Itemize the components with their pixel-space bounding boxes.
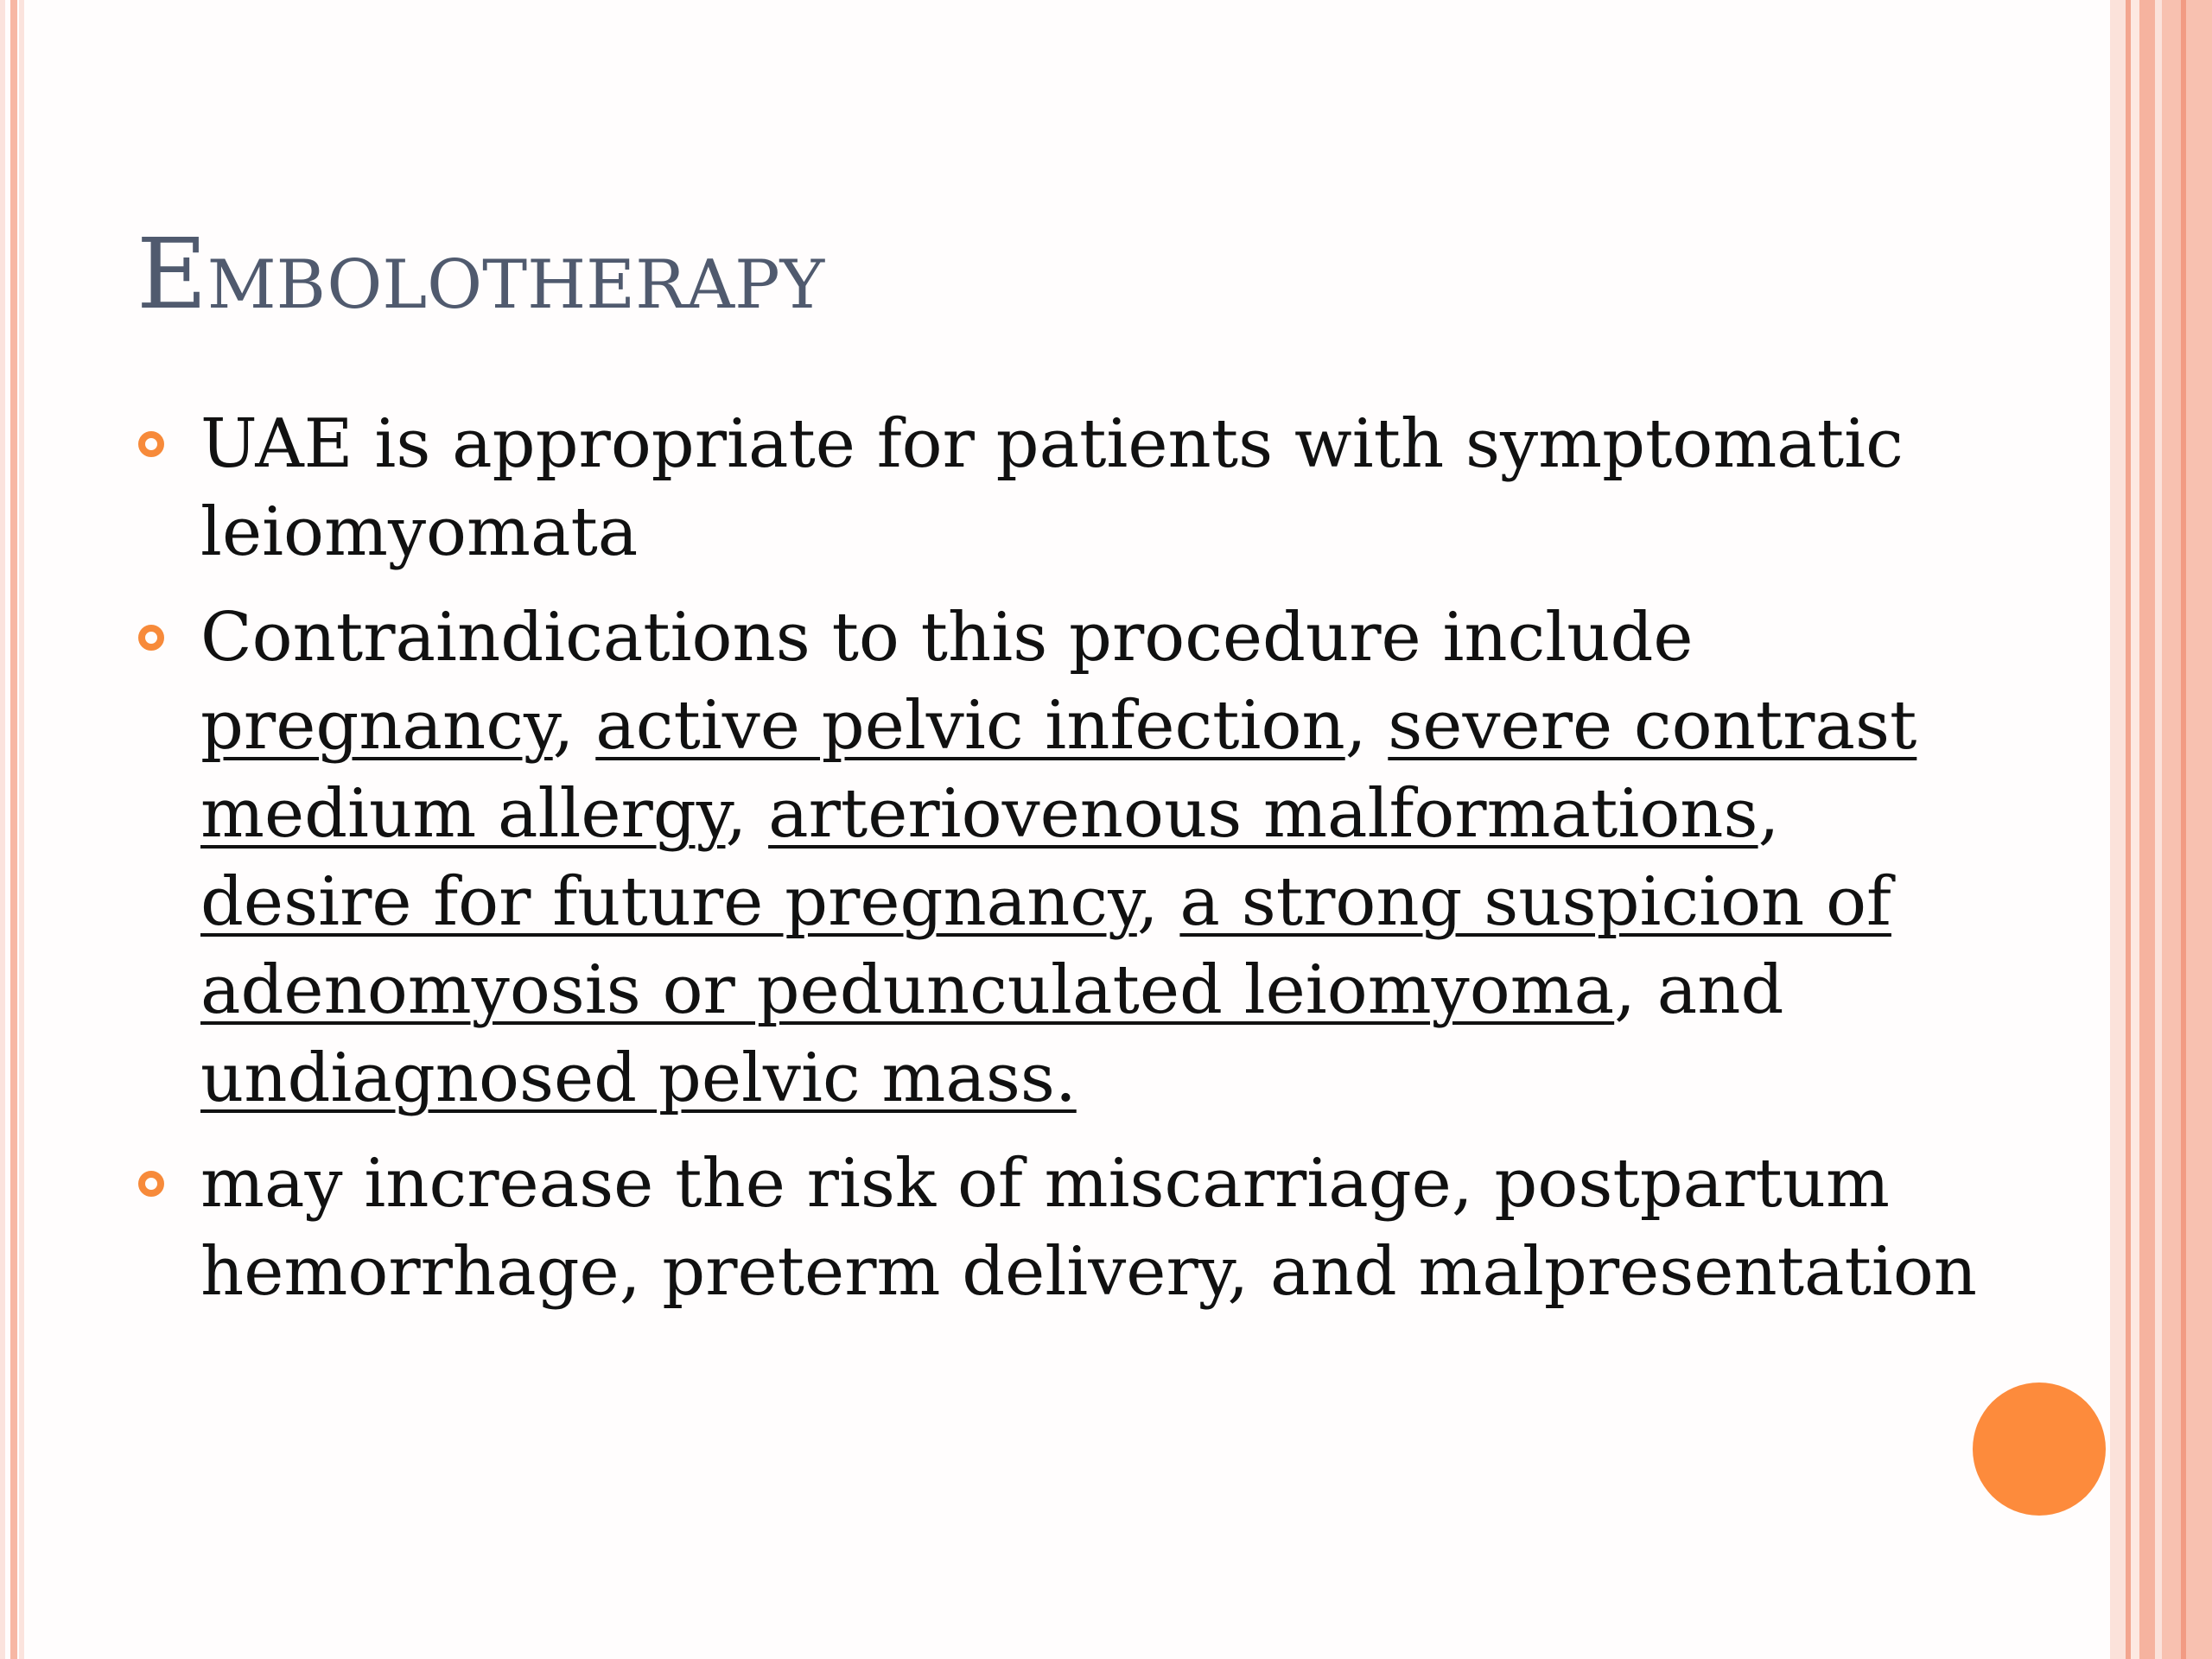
right-stripe (2162, 0, 2212, 1659)
contraindication-pregnancy: pregnancy (200, 687, 553, 765)
bullet-item (138, 400, 1996, 576)
contraindication-avm: arteriovenous malformations (768, 775, 1758, 853)
ring-bullet-icon (138, 625, 164, 651)
ring-bullet-icon (138, 431, 164, 457)
bullet-item (138, 594, 1996, 1122)
separator: , (725, 775, 747, 853)
left-stripe (0, 0, 5, 1659)
bullet-item (138, 1140, 1996, 1316)
separator: , (552, 687, 575, 765)
right-stripe (2139, 0, 2155, 1659)
right-stripe (2181, 0, 2186, 1659)
right-stripe (2155, 0, 2162, 1659)
decorative-circle (1973, 1382, 2106, 1516)
bullet-text: may increase the risk of miscarriage, postpartum hemorrhage, preterm delivery, and malpresentation (200, 1145, 1978, 1311)
contraindication-pelvic-mass: undiagnosed pelvic mass. (200, 1039, 1077, 1117)
contraindication-infection: active pelvic infection (595, 687, 1345, 765)
separator: , and (1614, 951, 1784, 1029)
contraindication-allergy: severe contrast medium allergy (200, 687, 1917, 853)
right-stripe (2110, 0, 2126, 1659)
contraindication-future-pregnancy: desire for future pregnancy (200, 863, 1137, 941)
left-stripe (19, 0, 24, 1659)
slide-title: Embolotherapy (137, 219, 825, 331)
bullet-list (138, 400, 1996, 1333)
separator: , (1758, 775, 1780, 853)
right-stripe (2131, 0, 2139, 1659)
separator: , (1344, 687, 1367, 765)
bullet-text: UAE is appropriate for patients with symptomatic leiomyomata (200, 405, 1904, 571)
separator: , (1136, 863, 1159, 941)
bullet-intro: Contraindications to this procedure include (200, 599, 1694, 677)
ring-bullet-icon (138, 1171, 164, 1197)
contraindication-adenomyosis: a strong suspicion of adenomyosis or pedunculated leiomyoma (200, 863, 1891, 1029)
left-stripe (10, 0, 17, 1659)
